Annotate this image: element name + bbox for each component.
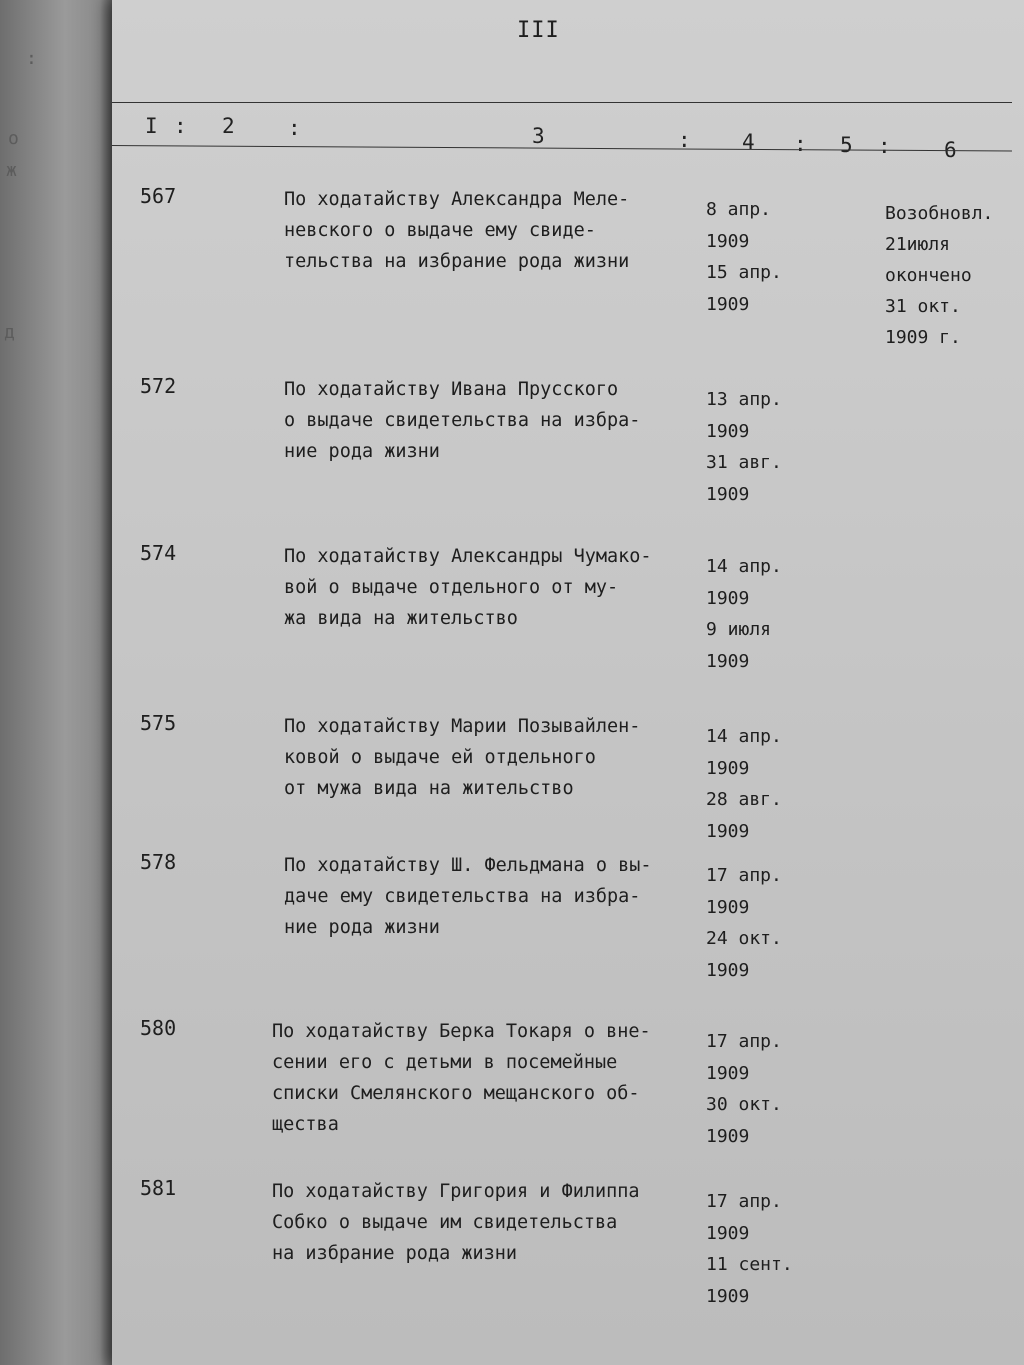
date-year: 1909 — [706, 1222, 750, 1244]
case-description — [284, 184, 724, 277]
case-number: 580 — [140, 1016, 177, 1040]
description-line: о выдаче свидетельства на избра- — [284, 410, 641, 431]
column-header-6: 6 — [944, 138, 957, 162]
description-line: По ходатайству Ивана Прусского — [284, 379, 619, 400]
column-header-1: I — [145, 114, 158, 138]
case-number: 572 — [140, 374, 177, 398]
case-dates — [706, 384, 782, 510]
description-line: жа вида на жительство — [284, 608, 518, 629]
description-line: на избрание рода жизни — [272, 1243, 518, 1264]
column-separator: : — [878, 134, 891, 158]
facing-page-mark: : — [26, 48, 37, 69]
description-line: По ходатайству Берка Токаря о вне- — [272, 1021, 651, 1042]
date-day-month: 24 окт. — [706, 928, 782, 949]
note-line: окончено — [885, 265, 972, 286]
case-number: 574 — [140, 541, 177, 565]
date-year: 1909 — [706, 1125, 750, 1147]
column-header-4: 4 — [742, 130, 755, 154]
facing-page-mark: о — [8, 128, 19, 149]
case-description — [272, 1176, 712, 1269]
case-number: 581 — [140, 1176, 177, 1200]
description-line: ние рода жизни — [284, 441, 440, 462]
date-day-month: 17 апр. — [706, 1191, 782, 1212]
description-line: щества — [272, 1114, 339, 1135]
description-line: По ходатайству Григория и Филиппа — [272, 1181, 640, 1202]
date-day-month: 17 апр. — [706, 1031, 782, 1052]
date-year: 1909 — [706, 820, 750, 842]
description-line: ние рода жизни — [284, 917, 440, 938]
note-line: 1909 г. — [885, 327, 961, 348]
date-year: 1909 — [706, 420, 750, 442]
document-page — [112, 0, 1024, 1365]
date-day-month: 8 апр. — [706, 199, 772, 220]
description-line: По ходатайству Александры Чумако- — [284, 546, 652, 567]
case-description — [272, 1016, 712, 1140]
description-line: невского о выдаче ему свиде- — [284, 220, 596, 241]
note-line: 21июля — [885, 234, 951, 255]
header-rule-top — [112, 102, 1012, 103]
note-line: Возобновл. — [885, 203, 994, 224]
date-year: 1909 — [706, 959, 750, 981]
column-separator: : — [174, 114, 187, 138]
description-line: По ходатайству Марии Позывайлен- — [284, 716, 641, 737]
description-line: По ходатайству Ш. Фельдмана о вы- — [284, 855, 652, 876]
date-day-month: 15 апр. — [706, 262, 782, 283]
date-year: 1909 — [706, 293, 750, 315]
description-line: вой о выдаче отдельного от му- — [284, 577, 619, 598]
column-separator: : — [678, 128, 691, 152]
date-day-month: 13 апр. — [706, 389, 782, 410]
case-dates — [706, 721, 782, 847]
description-line: сении его с детьми в посемейные — [272, 1052, 618, 1073]
date-year: 1909 — [706, 483, 750, 505]
date-day-month: 14 апр. — [706, 556, 782, 577]
column-header-2: 2 — [222, 114, 235, 138]
column-header-5: 5 — [840, 133, 853, 157]
case-dates — [706, 194, 782, 320]
case-number: 567 — [140, 184, 177, 208]
description-line: списки Смелянского мещанского об- — [272, 1083, 640, 1104]
column-header-3: 3 — [532, 124, 545, 148]
date-year: 1909 — [706, 650, 750, 672]
description-line: По ходатайству Александра Меле- — [284, 189, 630, 210]
date-day-month: 17 апр. — [706, 865, 782, 886]
description-line: ковой о выдаче ей отдельного — [284, 747, 596, 768]
case-description — [284, 850, 724, 943]
case-dates — [706, 1026, 782, 1152]
date-day-month: 31 авг. — [706, 452, 782, 473]
note-line: 31 окт. — [885, 296, 961, 317]
case-notes — [885, 198, 993, 353]
date-day-month: 11 сент. — [706, 1254, 793, 1275]
date-year: 1909 — [706, 1062, 750, 1084]
date-day-month: 14 апр. — [706, 726, 782, 747]
description-line: Собко о выдаче им свидетельства — [272, 1212, 618, 1233]
date-day-month: 30 окт. — [706, 1094, 782, 1115]
case-number: 578 — [140, 850, 177, 874]
date-year: 1909 — [706, 757, 750, 779]
description-line: от мужа вида на жительство — [284, 778, 574, 799]
column-separator: : — [288, 116, 301, 140]
date-day-month: 28 авг. — [706, 789, 782, 810]
date-year: 1909 — [706, 230, 750, 252]
column-separator: : — [794, 132, 807, 156]
facing-page-mark: д — [4, 322, 15, 343]
case-number: 575 — [140, 711, 177, 735]
date-year: 1909 — [706, 1285, 750, 1307]
header-rule-bottom — [112, 145, 1012, 151]
case-description — [284, 711, 724, 804]
date-year: 1909 — [706, 587, 750, 609]
date-year: 1909 — [706, 896, 750, 918]
facing-page-edge — [0, 0, 118, 1365]
facing-page-mark: ж — [6, 160, 17, 181]
case-dates — [706, 551, 782, 677]
case-dates — [706, 1186, 793, 1312]
case-description — [284, 541, 724, 634]
case-description — [284, 374, 724, 467]
date-day-month: 9 июля — [706, 619, 772, 640]
description-line: даче ему свидетельства на избра- — [284, 886, 641, 907]
page-number: III — [517, 18, 560, 43]
description-line: тельства на избрание рода жизни — [284, 251, 630, 272]
case-dates — [706, 860, 782, 986]
